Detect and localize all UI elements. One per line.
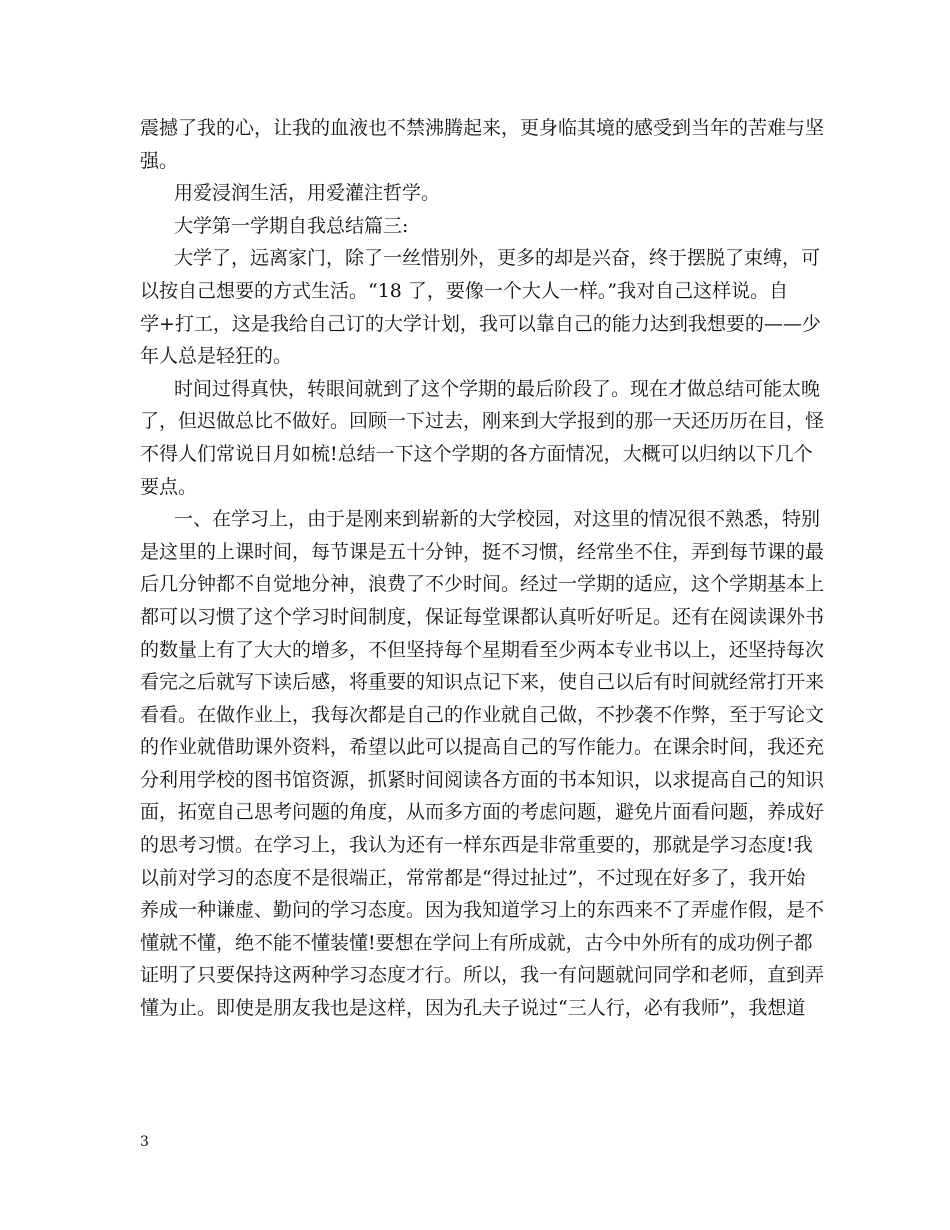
text-line: 不得人们常说日月如梳!总结一下这个学期的各方面情况，大概可以归纳以下几个 [140, 442, 813, 465]
text-line: 大学了，远离家门，除了一丝惜别外，更多的却是兴奋，终于摆脱了束缚，可 [174, 247, 821, 270]
text-line: 养成一种谦虚、勤问的学习态度。因为我知道学习上的东西来不了弄虚作假，是不 [140, 899, 825, 922]
text-line: 时间过得真快，转眼间就到了这个学期的最后阶段了。现在才做总结可能太晚 [174, 377, 821, 400]
text-line: 都可以习惯了这个学习时间制度，保证每堂课都认真听好听足。还有在阅读课外书 [140, 605, 825, 628]
text-line: 证明了只要保持这两种学习态度才行。所以，我一有问题就问同学和老师，直到弄 [140, 964, 825, 987]
text-line: 看看。在做作业上，我每次都是自己的作业就自己做，不抄袭不作弊，至于写论文 [140, 703, 825, 726]
text-line: 懂就不懂，绝不能不懂装懂!要想在学问上有所成就，古今中外所有的成功例子都 [140, 931, 813, 954]
text-line: 的数量上有了大大的增多，不但坚持每个星期看至少两本专业书以上，还坚持每次 [140, 638, 825, 661]
text-line: 看完之后就写下读后感，将重要的知识点记下来，使自己以后有时间就经常打开来 [140, 671, 825, 694]
text-line: 以前对学习的态度不是很端正，常常都是“得过扯过”，不过现在好多了，我开始 [140, 866, 806, 889]
body-text [140, 112, 825, 1025]
text-line: 年人总是轻狂的。 [140, 345, 293, 368]
text-line: 以按自己想要的方式生活。“18 了，要像一个大人一样。”我对自己这样说。自 [140, 279, 789, 302]
text-line: 大学第一学期自我总结篇三: [174, 214, 409, 237]
text-line: 用爱浸润生活，用爱灌注哲学。 [174, 182, 441, 205]
text-line: 面，拓宽自己思考问题的角度，从而多方面的考虑问题，避免片面看问题，养成好 [140, 801, 825, 824]
text-line: 学+打工，这是我给自己订的大学计划，我可以靠自己的能力达到我想要的——少 [140, 312, 821, 335]
text-line: 了，但迟做总比不做好。回顾一下过去，刚来到大学报到的那一天还历历在目，怪 [140, 410, 825, 433]
text-line: 震撼了我的心，让我的血液也不禁沸腾起来，更身临其境的感受到当年的苦难与坚 [140, 117, 825, 139]
text-line: 分利用学校的图书馆资源，抓紧时间阅读各方面的书本知识，以求提高自己的知识 [140, 768, 825, 791]
text-line: 后几分钟都不自觉地分神，浪费了不少时间。经过一学期的适应，这个学期基本上 [140, 573, 825, 596]
text-line: 要点。 [140, 475, 198, 498]
text-line: 懂为止。即使是朋友我也是这样，因为孔夫子说过“三人行，必有我师”，我想道 [140, 997, 806, 1020]
text-line: 的作业就借助课外资料，希望以此可以提高自己的写作能力。在课余时间，我还充 [140, 736, 825, 759]
text-line: 强。 [140, 149, 179, 172]
text-line: 的思考习惯。在学习上，我认为还有一样东西是非常重要的，那就是学习态度!我 [140, 834, 813, 857]
text-line: 是这里的上课时间，每节课是五十分钟，挺不习惯，经常坐不住，弄到每节课的最 [140, 540, 825, 563]
text-line: 一、在学习上，由于是刚来到崭新的大学校园，对这里的情况很不熟悉，特别 [174, 508, 821, 531]
page-number: 3 [140, 1134, 149, 1150]
